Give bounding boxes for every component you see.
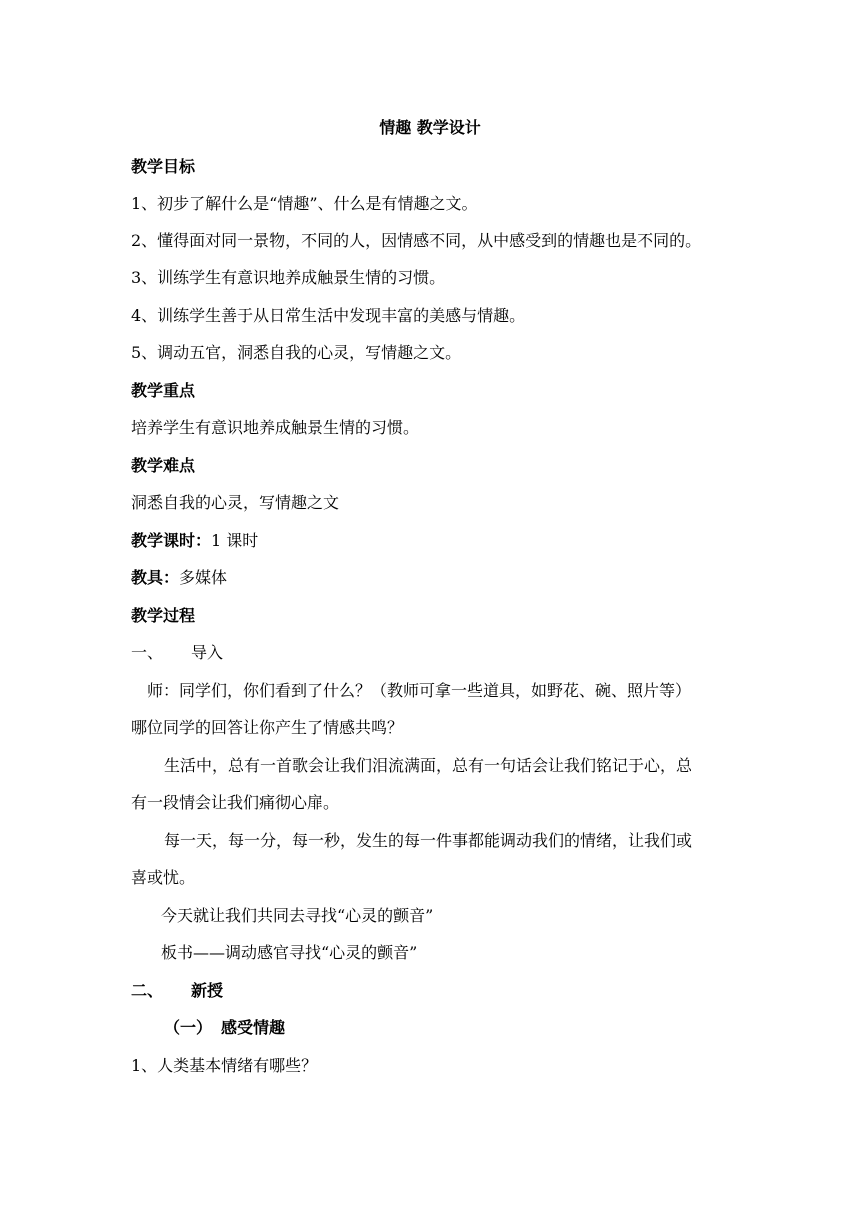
section-1-heading — [131, 643, 223, 663]
subsection-1-heading — [164, 1018, 285, 1038]
tools-line — [131, 568, 227, 588]
tools-value: 多媒体 — [179, 568, 228, 587]
hours-value: 1 课时 — [211, 531, 259, 550]
subsection-1-title: 感受情趣 — [221, 1018, 286, 1037]
paragraph-line: 今天就让我们共同去寻找“心灵的颤音” — [161, 906, 434, 925]
paragraph-line: 生活中，总有一首歌会让我们泪流满面，总有一句话会让我们铭记于心，总 — [164, 756, 693, 775]
goal-item: 3、训练学生有意识地养成触景生情的习惯。 — [131, 268, 446, 287]
document-title: 情趣 教学设计 — [379, 118, 481, 137]
goal-item: 1、初步了解什么是“情趣”、什么是有情趣之文。 — [131, 194, 478, 213]
process-heading: 教学过程 — [131, 606, 196, 625]
goal-item: 2、懂得面对同一景物，不同的人，因情感不同，从中感受到的情趣也是不同的。 — [131, 231, 702, 250]
section-2-number: 二、 — [131, 981, 164, 1000]
goal-item: 4、训练学生善于从日常生活中发现丰富的美感与情趣。 — [131, 306, 526, 325]
goal-item: 5、调动五官，洞悉自我的心灵，写情趣之文。 — [131, 343, 462, 362]
section-1-number: 一、 — [131, 643, 164, 662]
section-2-heading — [131, 981, 223, 1001]
difficulty-text: 洞悉自我的心灵，写情趣之文 — [131, 493, 340, 512]
paragraph-line: 板书——调动感官寻找“心灵的颤音” — [161, 943, 418, 962]
tools-label: 教具： — [131, 568, 180, 587]
goals-heading: 教学目标 — [131, 157, 196, 176]
hours-line — [131, 531, 258, 551]
paragraph-line: 师：同学们，你们看到了什么？（教师可拿一些道具，如野花、碗、照片等） — [147, 681, 692, 700]
focus-text: 培养学生有意识地养成触景生情的习惯。 — [131, 418, 420, 437]
subsection-1-number: （一） — [164, 1018, 213, 1037]
question-item: 1、人类基本情绪有哪些？ — [131, 1056, 318, 1075]
paragraph-line: 哪位同学的回答让你产生了情感共鸣？ — [131, 718, 404, 737]
paragraph-line: 每一天，每一分，每一秒，发生的每一件事都能调动我们的情绪，让我们或 — [164, 831, 693, 850]
section-1-title: 导入 — [191, 643, 224, 662]
hours-label: 教学课时： — [131, 531, 212, 550]
focus-heading: 教学重点 — [131, 381, 196, 400]
section-2-title: 新授 — [191, 981, 224, 1000]
paragraph-line: 喜或忧。 — [131, 868, 196, 887]
paragraph-line: 有一段情会让我们痛彻心扉。 — [131, 793, 340, 812]
difficulty-heading: 教学难点 — [131, 456, 196, 475]
